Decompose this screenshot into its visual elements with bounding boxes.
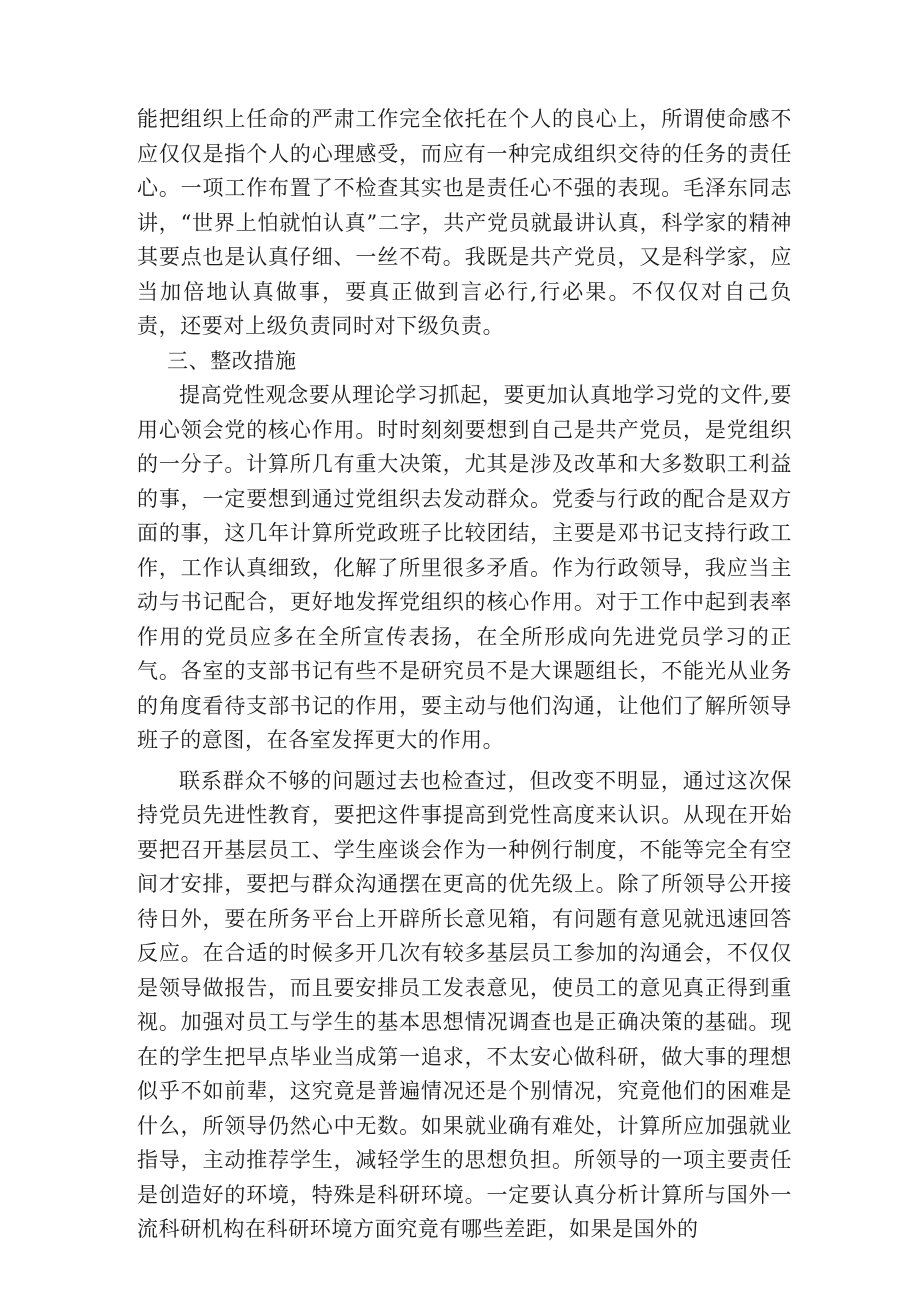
paragraph-party-awareness: 提高党性观念要从理论学习抓起，要更加认真地学习党的文件,要用心领会党的核心作用。时时刻刻要想到自己是共产党员，是党组织的一分子。计算所几有重大决策，尤其是涉及改革和大多数职工利益的事，一定要想到通过党组织去发动群众。党委与行政的配合是双方面的事，这几年计算所党政班子比较团结，主要是邓书记支持行政工作，工作认真细致，化解了所里很多矛盾。作为行政领导，我应当主动与书记配合，更好地发挥党组织的核心作用。对于工作中起到表率作用的党员应多在全所宣传表扬，在全所形成向先进党员学习的正气。各室的支部书记有些不是研究员不是大课题组长，不能光从业务的角度看待支部书记的作用，要主动与他们沟通，让他们了解所领导班子的意图，在各室发挥更大的作用。 [137,383,792,752]
document-body [137,102,792,1247]
section-heading-rectification: 三、整改措施 [167,348,297,373]
paragraph-mass-contact: 联系群众不够的问题过去也检查过，但改变不明显，通过这次保持党员先进性教育，要把这件事提高到党性高度来认识。从现在开始要把召开基层员工、学生座谈会作为一种例行制度，不能等完全有空间才安排，要把与群众沟通摆在更高的优先级上。除了所领导公开接待日外，要在所务平台上开辟所长意见箱，有问题有意见就迅速回答反应。在合适的时候多开几次有较多基层员工参加的沟通会，不仅仅是领导做报告，而且要安排员工发表意见，使员工的意见真正得到重视。加强对员工与学生的基本思想情况调查也是正确决策的基础。现在的学生把早点毕业当成第一追求，不太安心做科研，做大事的理想似乎不如前辈，这究竟是普遍情况还是个别情况，究竟他们的困难是什么，所领导仍然心中无数。如果就业确有难处，计算所应加强就业指导，主动推荐学生，减轻学生的思想负担。所领导的一项主要责任是创造好的环境，特殊是科研环境。一定要认真分析计算所与国外一流科研机构在科研环境方面究竟有哪些差距，如果是国外的 [137,768,792,1241]
paragraph-responsibility: 能把组织上任命的严肃工作完全依托在个人的良心上，所谓使命感不应仅仅是指个人的心理感受，而应有一种完成组织交待的任务的责任心。一项工作布置了不检查其实也是责任心不强的表现。毛泽东同志讲，“世界上怕就怕认真”二字，共产党员就最讲认真，科学家的精神其要点也是认真仔细、一丝不苟。我既是共产党员，又是科学家，应当加倍地认真做事，要真正做到言必行,行必果。不仅仅对自己负责，还要对上级负责同时对下级负责。 [137,107,792,338]
